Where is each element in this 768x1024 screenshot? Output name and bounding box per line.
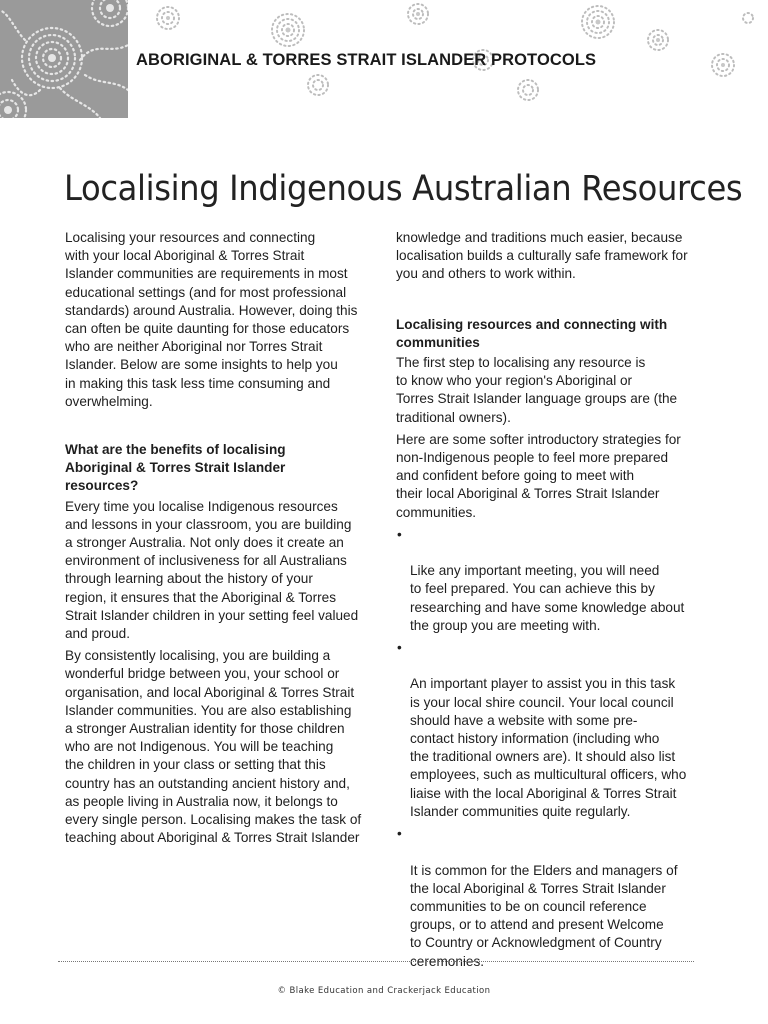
list-item: [396, 526, 702, 635]
footer-copyright: © Blake Education and Crackerjack Education: [277, 986, 491, 996]
list-item-text: It is common for the Elders and managers of the local Aboriginal & Torres Strait Islander communities to be on council reference groups, or to attend and present Welcome to Country or Acknowledgment of Country ceremonies.: [410, 862, 678, 969]
list-item: [396, 639, 702, 821]
first-step-paragraph: The first step to localising any resource is to know who your region's Aboriginal or Torres Strait Islander language groups are (the traditional owners).: [396, 355, 678, 425]
benefits-heading: What are the benefits of localising Aboriginal & Torres Strait Islander resources?: [65, 442, 286, 494]
page-header: [0, 0, 768, 120]
list-item-text: An important player to assist you in this task is your local shire council. Your local council should have a website with some pre- contact history information (including who the traditional owners are). It should also list employees, such as multicultural officers, who liaise with the local Aboriginal & Torres Strait Islander communities quite regularly.: [410, 676, 687, 819]
bullet-icon: •: [397, 640, 402, 656]
footer-divider: [58, 961, 694, 962]
aboriginal-dot-art-corner: [0, 0, 128, 118]
list-item-text: Like any important meeting, you will need to feel prepared. You can achieve this by researching and have some knowledge about the group you are meeting with.: [410, 563, 685, 633]
bullet-icon: •: [397, 826, 402, 842]
strategies-paragraph: Here are some softer introductory strategies for non-Indigenous people to feel more prepared and confident before going to meet with their local Aboriginal & Torres Strait Islander communities.: [396, 431, 681, 520]
right-column: [396, 229, 702, 975]
strategies-list: [396, 526, 702, 971]
series-title: ABORIGINAL & TORRES STRAIT ISLANDER PROTOCOLS: [136, 51, 597, 69]
continuation-paragraph: knowledge and traditions much easier, because localisation builds a culturally safe framework for you and others to work within.: [396, 230, 688, 282]
list-item: [396, 825, 702, 971]
bullet-icon: •: [397, 526, 402, 542]
benefits-paragraph-2: By consistently localising, you are building a wonderful bridge between you, your school or organisation, and local Aboriginal & Torres Strait Islander communities. You are also establishing a stronger Australian identity for those children who are not Indigenous. You will be teaching the children in your class or setting that this country has an outstanding ancient history and, as people living in Australia now, it belongs to every single person. Localising makes the task of teaching about Aboriginal & Torres Strait Islander: [65, 648, 362, 846]
localising-heading: Localising resources and connecting with communities: [396, 316, 668, 350]
benefits-paragraph-1: Every time you localise Indigenous resources and lessons in your classroom, you are building a stronger Australia. Not only does it create an environment of inclusiveness for all Australians through learning about the history of your region, it ensures that the Aboriginal & Torres Strait Islander children in your setting feel valued and proud.: [65, 498, 359, 642]
intro-paragraph: Localising your resources and connecting with your local Aboriginal & Torres Strait Islander communities are requirements in most educational settings (and for most professional standards) around Australia. However, doing this can often be quite daunting for those educators who are neither Aboriginal nor Torres Strait Islander. Below are some insights to help you in making this task less time consuming and overwhelming.: [65, 230, 358, 409]
page-title: Localising Indigenous Australian Resources: [64, 169, 743, 210]
left-column: [65, 229, 377, 852]
